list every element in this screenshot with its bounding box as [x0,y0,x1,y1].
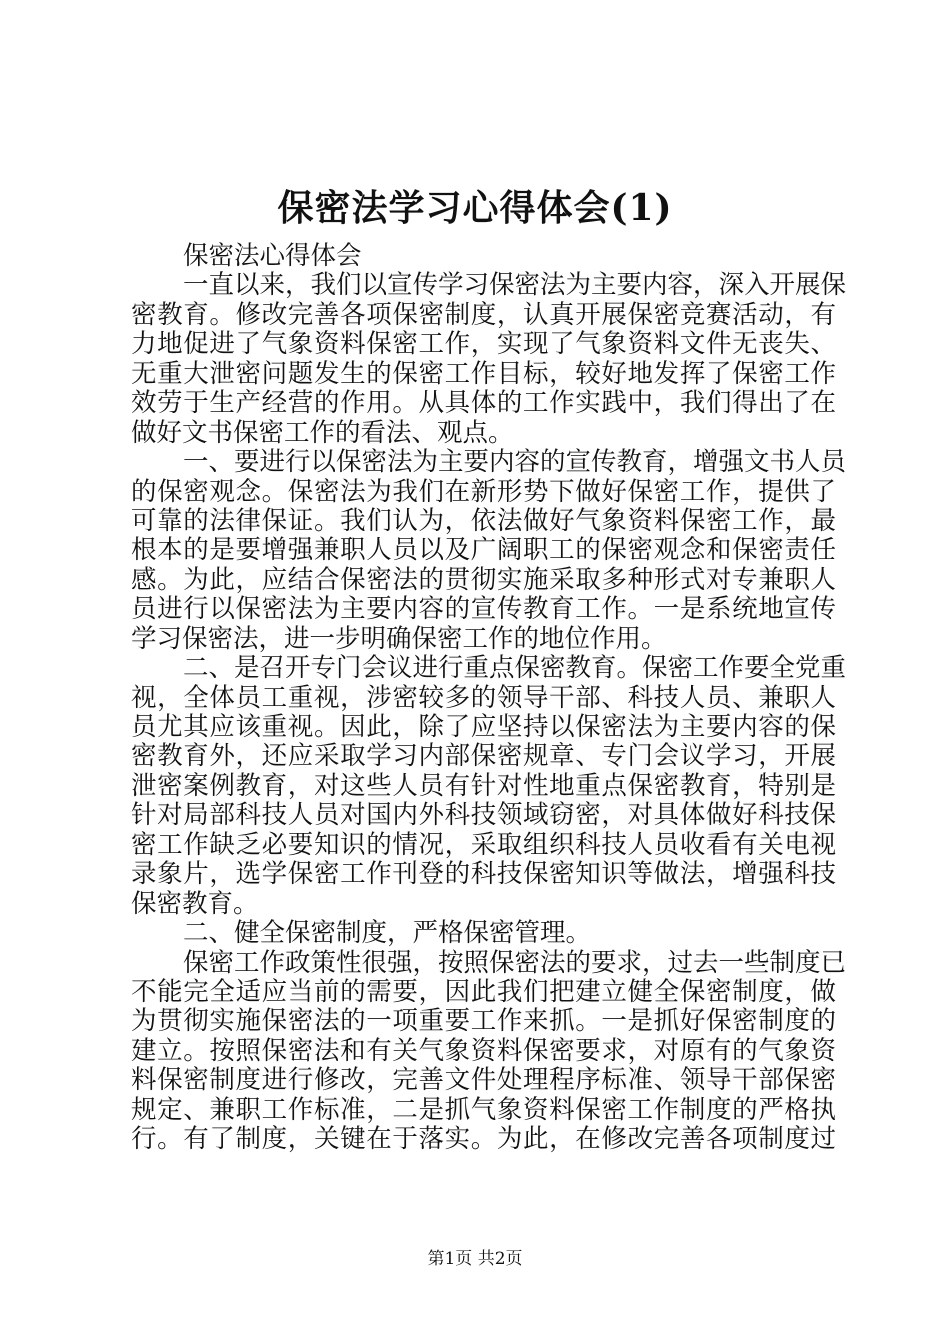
text-line: 力地促进了气象资料保密工作，实现了气象资料文件无丧失、 [131,329,836,360]
text-line: 做好文书保密工作的看法、观点。 [131,417,514,448]
text-line: 根本的是要增强兼职人员以及广阔职工的保密观念和保密责任 [131,535,836,566]
text-line: 密教育外，还应采取学习内部保密规章、专门会议学习，开展 [131,741,836,772]
text-line: 针对局部科技人员对国内外科技领域窃密，对具体做好科技保 [131,800,836,831]
text-line: 员尤其应该重视。因此，除了应坚持以保密法为主要内容的保 [131,712,836,742]
text-line: 一直以来，我们以宣传学习保密法为主要内容，深入开展保 [183,270,847,301]
text-line: 二、健全保密制度，严格保密管理。 [183,918,592,949]
text-line: 保密工作政策性很强，按照保密法的要求，过去一些制度已 [183,947,847,978]
text-line: 密教育。修改完善各项保密制度，认真开展保密竞赛活动，有 [131,299,836,330]
text-line: 员进行以保密法为主要内容的宣传教育工作。一是系统地宣传 [131,594,836,625]
text-line: 保密法心得体会 [183,241,362,271]
text-line: 无重大泄密问题发生的保密工作目标，较好地发挥了保密工作 [131,358,836,389]
text-line: 建立。按照保密法和有关气象资料保密要求，对原有的气象资 [131,1035,836,1066]
text-line: 不能完全适应当前的需要，因此我们把建立健全保密制度，做 [131,976,836,1007]
text-line: 的保密观念。保密法为我们在新形势下做好保密工作，提供了 [131,476,836,507]
document-title: 保密法学习心得体会(1) [277,187,673,229]
page-number-footer: 第1页 共2页 [427,1249,523,1269]
document-body [131,241,847,1155]
text-line: 行。有了制度，关键在于落实。为此，在修改完善各项制度过 [131,1124,836,1155]
text-line: 录象片，选学保密工作刊登的科技保密知识等做法，增强科技 [131,859,836,890]
text-line: 保密教育。 [131,888,259,919]
text-line: 一、要进行以保密法为主要内容的宣传教育，增强文书人员 [183,447,847,478]
text-line: 学习保密法，进一步明确保密工作的地位作用。 [131,623,667,654]
text-line: 泄密案例教育，对这些人员有针对性地重点保密教育，特别是 [131,770,836,801]
text-line: 可靠的法律保证。我们认为，依法做好气象资料保密工作，最 [131,505,836,536]
text-line: 二、是召开专门会议进行重点保密教育。保密工作要全党重 [183,653,847,684]
text-line: 为贯彻实施保密法的一项重要工作来抓。一是抓好保密制度的 [131,1006,836,1037]
text-line: 视，全体员工重视，涉密较多的领导干部、科技人员、兼职人 [131,682,836,713]
text-line: 密工作缺乏必要知识的情况，采取组织科技人员收看有关电视 [131,829,836,860]
text-line: 规定、兼职工作标准，二是抓气象资料保密工作制度的严格执 [131,1094,836,1125]
text-line: 感。为此，应结合保密法的贯彻实施采取多种形式对专兼职人 [131,564,836,595]
text-line: 料保密制度进行修改，完善文件处理程序标准、领导干部保密 [131,1065,836,1096]
text-line: 效劳于生产经营的作用。从具体的工作实践中，我们得出了在 [131,388,836,419]
